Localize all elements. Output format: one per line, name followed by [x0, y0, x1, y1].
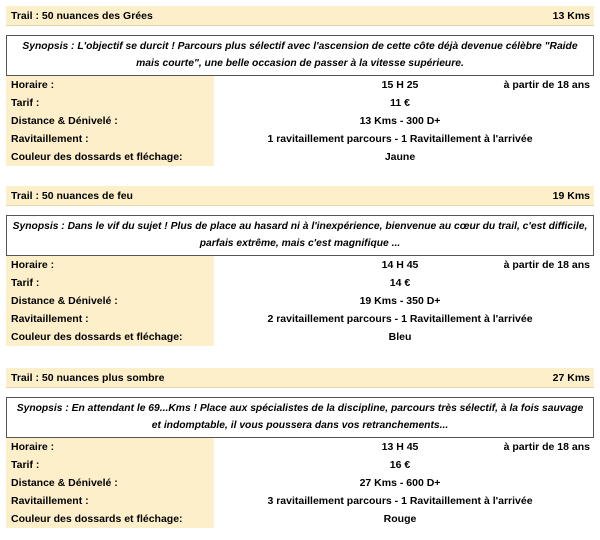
distance-value: 19 Kms - 350 D+ [359, 295, 441, 307]
distance-label: Distance & Dénivelé : [6, 474, 214, 492]
couleur-row [6, 328, 594, 346]
age-requirement: à partir de 18 ans [503, 259, 590, 271]
trail-synopsis: Synopsis : Dans le vif du sujet ! Plus de place au hasard ni à l'inexpérience, bienvenue au cœur du trail, c'est difficile, parfais extrême, mais c'est magnifique ... [6, 215, 594, 256]
horaire-label: Horaire : [6, 256, 214, 274]
distance-row [6, 292, 594, 310]
distance-row [6, 474, 594, 492]
ravitaillement-value: 1 ravitaillement parcours - 1 Ravitaillement à l'arrivée [267, 133, 533, 145]
couleur-value: Jaune [384, 151, 416, 163]
distance-label: Distance & Dénivelé : [6, 292, 214, 310]
horaire-row [6, 76, 594, 94]
horaire-value: 15 H 25 [381, 79, 419, 91]
ravitaillement-row [6, 492, 594, 510]
ravitaillement-value: 2 ravitaillement parcours - 1 Ravitaillement à l'arrivée [267, 313, 533, 325]
ravitaillement-row [6, 310, 594, 328]
tarif-row [6, 94, 594, 112]
distance-row [6, 112, 594, 130]
age-requirement: à partir de 18 ans [503, 441, 590, 453]
trail-distance: 13 Kms [552, 9, 590, 22]
trail-header [6, 6, 594, 26]
tarif-value: 14 € [389, 277, 411, 289]
trail-synopsis: Synopsis : En attendant le 69...Kms ! Place aux spécialistes de la discipline, parcours très sélectif, à la fois sauvage et indomptable, il vous poussera dans vos retranchements... [6, 397, 594, 438]
horaire-label: Horaire : [6, 76, 214, 94]
ravitaillement-row [6, 130, 594, 148]
ravitaillement-label: Ravitaillement : [6, 130, 214, 148]
horaire-value: 13 H 45 [381, 441, 419, 453]
trail-name: Trail : 50 nuances des Grées [11, 9, 153, 22]
trail-card-1 [6, 6, 594, 166]
horaire-row [6, 256, 594, 274]
trail-card-2 [6, 186, 594, 346]
distance-value: 27 Kms - 600 D+ [359, 477, 441, 489]
trail-name: Trail : 50 nuances de feu [11, 189, 133, 202]
couleur-label: Couleur des dossards et fléchage: [6, 148, 214, 166]
trail-synopsis: Synopsis : L'objectif se durcit ! Parcours plus sélectif avec l'ascension de cette côte déjà devenue célèbre "Raide mais courte", une belle occasion de passer à la vitesse supérieure. [6, 35, 594, 76]
age-requirement: à partir de 18 ans [503, 79, 590, 91]
tarif-label: Tarif : [6, 274, 214, 292]
distance-label: Distance & Dénivelé : [6, 112, 214, 130]
tarif-value: 11 € [390, 97, 410, 109]
tarif-value: 16 € [389, 459, 411, 471]
trail-name: Trail : 50 nuances plus sombre [11, 371, 165, 384]
couleur-value: Rouge [383, 513, 417, 525]
couleur-label: Couleur des dossards et fléchage: [6, 328, 214, 346]
couleur-row [6, 148, 594, 166]
trail-header [6, 368, 594, 388]
trail-distance: 27 Kms [552, 371, 590, 384]
trail-card-3 [6, 368, 594, 528]
tarif-label: Tarif : [6, 456, 214, 474]
tarif-row [6, 274, 594, 292]
tarif-row [6, 456, 594, 474]
ravitaillement-value: 3 ravitaillement parcours - 1 Ravitaillement à l'arrivée [267, 495, 533, 507]
horaire-value: 14 H 45 [381, 259, 419, 271]
trail-distance: 19 Kms [552, 189, 590, 202]
trail-header [6, 186, 594, 206]
ravitaillement-label: Ravitaillement : [6, 310, 214, 328]
ravitaillement-label: Ravitaillement : [6, 492, 214, 510]
couleur-label: Couleur des dossards et fléchage: [6, 510, 214, 528]
couleur-value: Bleu [388, 331, 412, 343]
distance-value: 13 Kms - 300 D+ [359, 115, 441, 127]
horaire-label: Horaire : [6, 438, 214, 456]
tarif-label: Tarif : [6, 94, 214, 112]
horaire-row [6, 438, 594, 456]
couleur-row [6, 510, 594, 528]
